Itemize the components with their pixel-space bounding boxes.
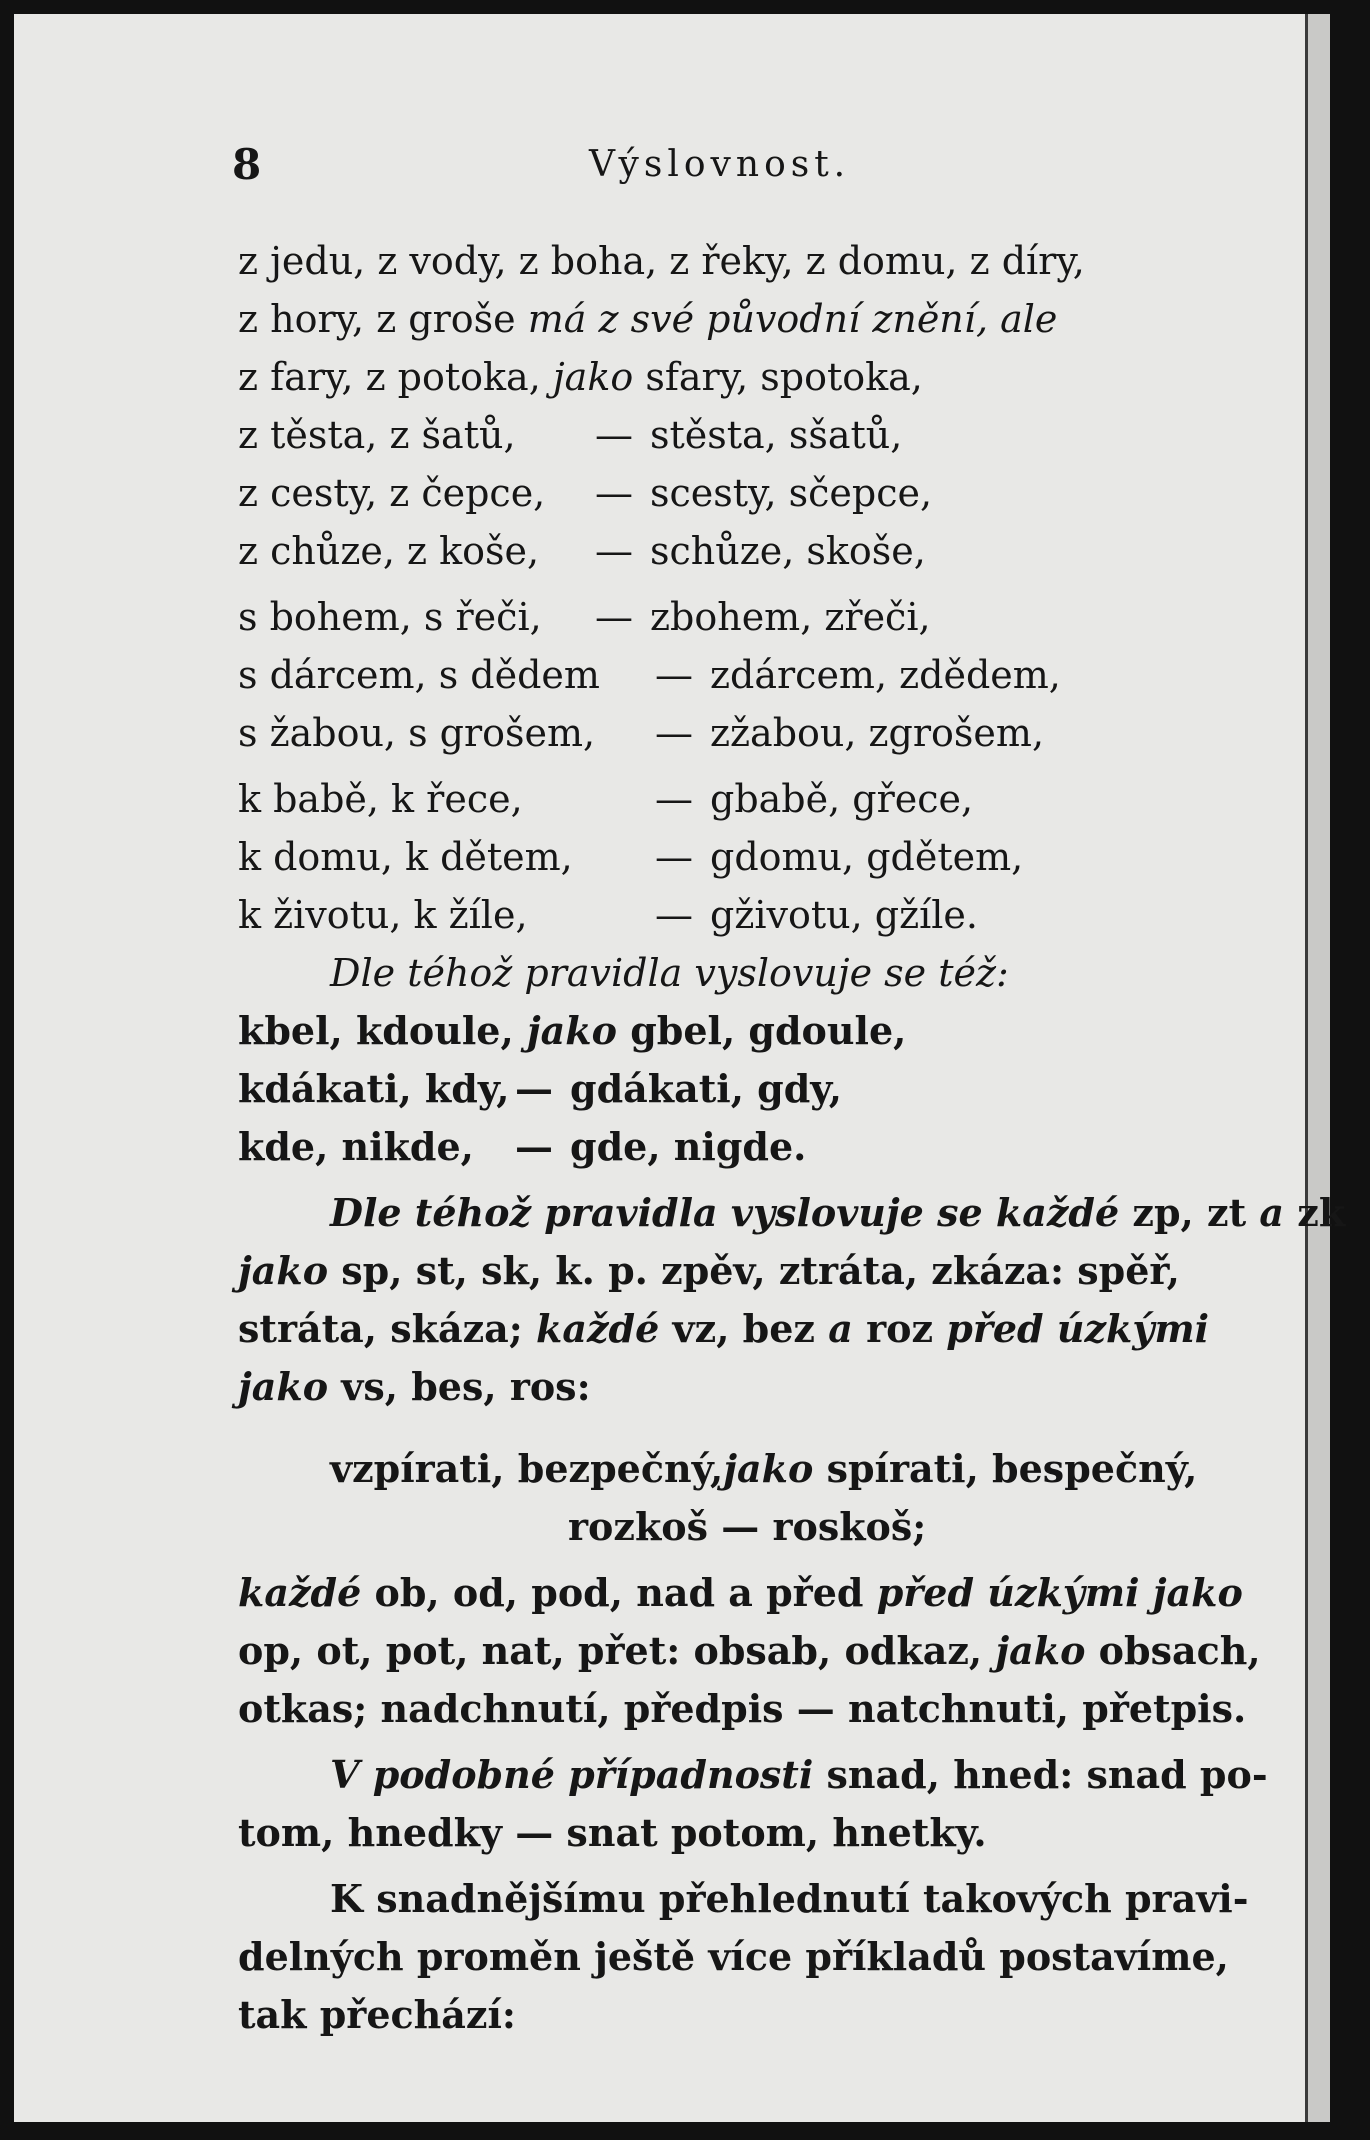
z-row: z těsta, z šatů, — stěsta, sšatů, bbox=[238, 413, 903, 457]
k-row: k životu, k žíle, — gživotu, gžíle. bbox=[238, 893, 978, 937]
rule4-line-1: V podobné případnosti snad, hned: snad po- bbox=[330, 1752, 1268, 1797]
kd-row: kde, nikde, — gde, nigde. bbox=[238, 1124, 807, 1169]
example-line-1: vzpírati, bezpečný,jako spírati, bespečný, bbox=[330, 1446, 1198, 1491]
running-title: Výslovnost. bbox=[589, 144, 851, 185]
page-edge-band bbox=[1305, 14, 1330, 2122]
s-row: s žabou, s grošem, — zžabou, zgrošem, bbox=[238, 711, 1045, 755]
rule3-line-1: každé ob, od, pod, nad a před před úzkými jako bbox=[238, 1570, 1243, 1615]
rule4-line-2: tom, hnedky — snat potom, hnetky. bbox=[238, 1810, 987, 1855]
page-header bbox=[14, 140, 1330, 200]
intro-line-2: z hory, z groše má z své původní znění, ale bbox=[238, 297, 1058, 341]
page-number: 8 bbox=[232, 140, 262, 189]
book-page bbox=[14, 14, 1346, 2122]
s-row: s bohem, s řeči, — zbohem, zřeči, bbox=[238, 595, 931, 639]
rule2-line-2: jako sp, st, sk, k. p. zpěv, ztráta, zkáza: spěř, bbox=[238, 1248, 1180, 1293]
k-row: k babě, k řece, — gbabě, gřece, bbox=[238, 777, 974, 821]
closing-line-3: tak přechází: bbox=[238, 1992, 516, 2037]
k-row: k domu, k dětem, — gdomu, gdětem, bbox=[238, 835, 1024, 879]
s-row: s dárcem, s dědem — zdárcem, zdědem, bbox=[238, 653, 1061, 697]
rule3-line-2: op, ot, pot, nat, přet: obsab, odkaz, jako obsach, bbox=[238, 1628, 1261, 1673]
rule2-line-3: stráta, skáza; každé vz, bez a roz před úzkými bbox=[238, 1306, 1210, 1351]
kbel-line: kbel, kdoule, jako gbel, gdoule, bbox=[238, 1008, 907, 1053]
closing-line-2: delných proměn ještě více příkladů postavíme, bbox=[238, 1934, 1229, 1979]
rule2-line-1: Dle téhož pravidla vyslovuje se každé zp, zt a zk bbox=[330, 1190, 1346, 1235]
closing-line-1: K snadnějšímu přehlednutí takových pravi- bbox=[330, 1876, 1249, 1921]
rule2-line-4: jako vs, bes, ros: bbox=[238, 1364, 591, 1409]
rule3-line-3: otkas; nadchnutí, předpis — natchnuti, přetpis. bbox=[238, 1686, 1247, 1731]
kd-row: kdákati, kdy, — gdákati, gdy, bbox=[238, 1066, 842, 1111]
rule1-heading: Dle téhož pravidla vyslovuje se též: bbox=[330, 951, 1009, 995]
z-row: z chůze, z koše, — schůze, skoše, bbox=[238, 529, 926, 573]
example-line-2: rozkoš — roskoš; bbox=[568, 1504, 927, 1549]
fary-line: z fary, z potoka, jako sfary, spotoka, bbox=[238, 355, 923, 399]
intro-line-1: z jedu, z vody, z boha, z řeky, z domu, z díry, bbox=[238, 239, 1085, 283]
page-body bbox=[238, 232, 1346, 2044]
z-row: z cesty, z čepce, — scesty, sčepce, bbox=[238, 471, 933, 515]
